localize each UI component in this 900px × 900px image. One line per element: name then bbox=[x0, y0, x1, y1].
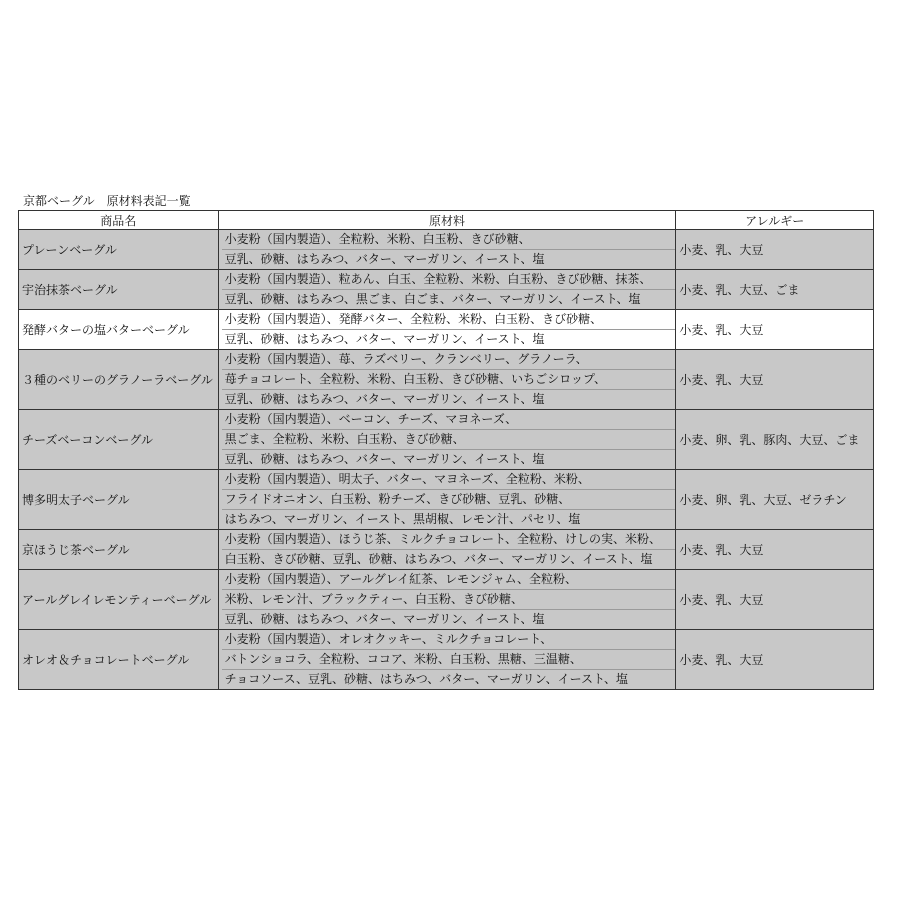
allergens-cell: 小麦、乳、大豆、ごま bbox=[676, 270, 874, 310]
product-name-cell: アールグレイレモンティーベーグル bbox=[19, 570, 219, 630]
table-row bbox=[19, 530, 874, 570]
allergens-cell: 小麦、乳、大豆 bbox=[676, 230, 874, 270]
ingredients-line: 米粉、レモン汁、ブラックティー、白玉粉、きび砂糖、 bbox=[222, 590, 676, 610]
allergens-cell: 小麦、乳、大豆 bbox=[676, 530, 874, 570]
ingredients-cell bbox=[218, 470, 676, 530]
product-name-cell: チーズベーコンベーグル bbox=[19, 410, 219, 470]
ingredients-cell bbox=[218, 630, 676, 690]
ingredients-line: 小麦粉（国内製造）、粒あん、白玉、全粒粉、米粉、白玉粉、きび砂糖、抹茶、 bbox=[222, 270, 676, 290]
table-row bbox=[19, 410, 874, 470]
product-name-cell: ３種のベリーのグラノーラベーグル bbox=[19, 350, 219, 410]
ingredients-table bbox=[18, 210, 874, 690]
allergens-cell: 小麦、卵、乳、豚肉、大豆、ごま bbox=[676, 410, 874, 470]
ingredients-line: 豆乳、砂糖、はちみつ、黒ごま、白ごま、バター、マーガリン、イースト、塩 bbox=[224, 292, 641, 306]
table-row bbox=[19, 270, 874, 310]
ingredients-line: バトンショコラ、全粒粉、ココア、米粉、白玉粉、黒糖、三温糖、 bbox=[222, 650, 676, 670]
ingredients-line: 小麦粉（国内製造）、苺、ラズベリー、クランベリー、グラノーラ、 bbox=[222, 350, 676, 370]
table-row bbox=[19, 350, 874, 410]
allergens-cell: 小麦、乳、大豆 bbox=[676, 570, 874, 630]
allergens-cell: 小麦、卵、乳、大豆、ゼラチン bbox=[676, 470, 874, 530]
ingredients-line: 豆乳、砂糖、はちみつ、バター、マーガリン、イースト、塩 bbox=[224, 332, 545, 346]
product-name-cell: プレーンベーグル bbox=[19, 230, 219, 270]
ingredients-cell bbox=[218, 230, 676, 270]
ingredients-line: 豆乳、砂糖、はちみつ、バター、マーガリン、イースト、塩 bbox=[224, 612, 545, 626]
ingredients-line: 豆乳、砂糖、はちみつ、バター、マーガリン、イースト、塩 bbox=[224, 252, 545, 266]
ingredients-cell bbox=[218, 530, 676, 570]
ingredients-cell bbox=[218, 570, 676, 630]
ingredients-line: 黒ごま、全粒粉、米粉、白玉粉、きび砂糖、 bbox=[222, 430, 676, 450]
ingredients-line: 豆乳、砂糖、はちみつ、バター、マーガリン、イースト、塩 bbox=[224, 392, 545, 406]
product-name-cell: オレオ＆チョコレートベーグル bbox=[19, 630, 219, 690]
ingredients-line: 小麦粉（国内製造）、明太子、バター、マヨネーズ、全粒粉、米粉、 bbox=[222, 470, 676, 490]
ingredients-line: 小麦粉（国内製造）、発酵バター、全粒粉、米粉、白玉粉、きび砂糖、 bbox=[222, 310, 676, 330]
ingredients-line: 豆乳、砂糖、はちみつ、バター、マーガリン、イースト、塩 bbox=[224, 452, 545, 466]
allergens-cell: 小麦、乳、大豆 bbox=[676, 310, 874, 350]
header-allergens: アレルギー bbox=[676, 211, 874, 230]
ingredients-line: 白玉粉、きび砂糖、豆乳、砂糖、はちみつ、バター、マーガリン、イースト、塩 bbox=[224, 552, 653, 566]
product-name-cell: 発酵バターの塩バターベーグル bbox=[19, 310, 219, 350]
ingredients-cell bbox=[218, 310, 676, 350]
ingredients-line: 小麦粉（国内製造）、アールグレイ紅茶、レモンジャム、全粒粉、 bbox=[222, 570, 676, 590]
table-row bbox=[19, 630, 874, 690]
sheet-title: 京都ベーグル 原材料表記一覧 bbox=[23, 194, 191, 208]
allergens-cell: 小麦、乳、大豆 bbox=[676, 350, 874, 410]
product-name-cell: 博多明太子ベーグル bbox=[19, 470, 219, 530]
table-body bbox=[19, 230, 874, 690]
ingredients-line: 小麦粉（国内製造）、オレオクッキー、ミルクチョコレート、 bbox=[222, 630, 676, 650]
table-row bbox=[19, 570, 874, 630]
table-row bbox=[19, 470, 874, 530]
ingredients-line: フライドオニオン、白玉粉、粉チーズ、きび砂糖、豆乳、砂糖、 bbox=[222, 490, 676, 510]
allergens-cell: 小麦、乳、大豆 bbox=[676, 630, 874, 690]
ingredients-cell bbox=[218, 410, 676, 470]
ingredients-line: はちみつ、マーガリン、イースト、黒胡椒、レモン汁、パセリ、塩 bbox=[224, 512, 581, 526]
ingredients-line: チョコソース、豆乳、砂糖、はちみつ、バター、マーガリン、イースト、塩 bbox=[224, 672, 628, 686]
table-row bbox=[19, 310, 874, 350]
product-name-cell: 宇治抹茶ベーグル bbox=[19, 270, 219, 310]
ingredients-cell bbox=[218, 350, 676, 410]
header-product-name: 商品名 bbox=[19, 211, 219, 230]
ingredients-line: 小麦粉（国内製造）、ほうじ茶、ミルクチョコレート、全粒粉、けしの実、米粉、 bbox=[222, 530, 676, 550]
table-row bbox=[19, 230, 874, 270]
ingredients-line: 小麦粉（国内製造）、ベーコン、チーズ、マヨネーズ、 bbox=[222, 410, 676, 430]
product-name-cell: 京ほうじ茶ベーグル bbox=[19, 530, 219, 570]
header-ingredients: 原材料 bbox=[218, 211, 676, 230]
ingredients-line: 小麦粉（国内製造）、全粒粉、米粉、白玉粉、きび砂糖、 bbox=[222, 230, 676, 250]
header-row bbox=[19, 211, 874, 230]
ingredients-cell bbox=[218, 270, 676, 310]
ingredients-line: 苺チョコレート、全粒粉、米粉、白玉粉、きび砂糖、いちごシロップ、 bbox=[222, 370, 676, 390]
